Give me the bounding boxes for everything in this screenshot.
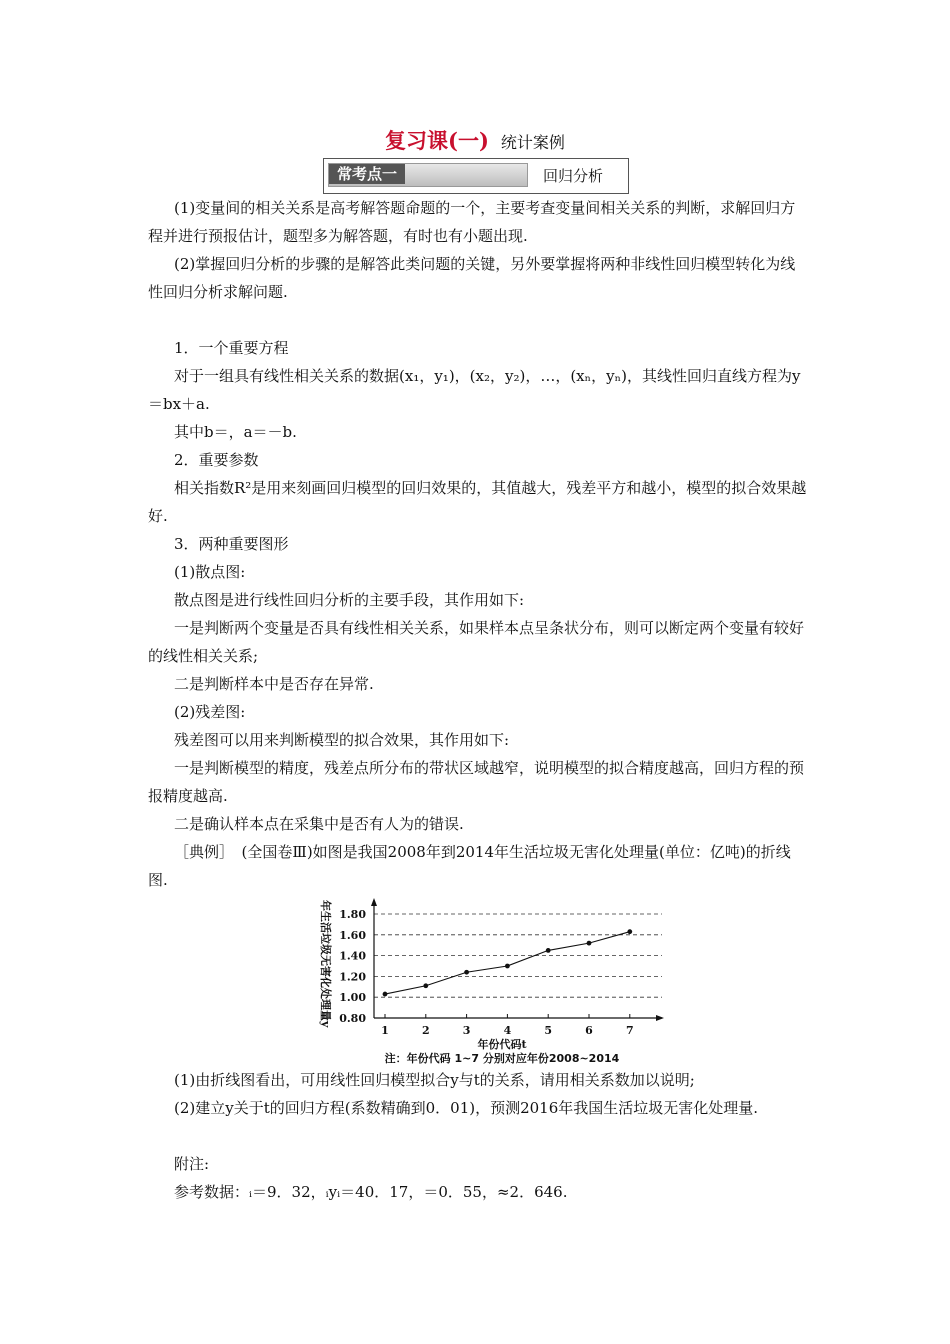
data-point <box>464 970 469 975</box>
y-tick-label: 1.40 <box>339 949 366 963</box>
x-tick-label: 5 <box>544 1024 553 1037</box>
question-2: (2)建立y关于t的回归方程(系数精确到0．01)，预测2016年我国生活垃圾无害化处理量. <box>174 1099 759 1117</box>
chart-note: 注：年份代码 1~7 分别对应年份2008~2014 <box>384 1052 620 1064</box>
section-2-title: 2．重要参数 <box>174 451 259 469</box>
data-point <box>383 992 388 997</box>
data-point <box>546 948 551 953</box>
section-3-title: 3．两种重要图形 <box>174 535 289 553</box>
x-tick-label: 2 <box>421 1024 430 1037</box>
topic-banner <box>323 158 629 194</box>
section-2-body: 相关指数R²是用来刻画回归模型的回归效果的，其值越大，残差平方和越小，模型的拟合效果越好. <box>148 479 807 525</box>
x-tick-label: 7 <box>625 1024 634 1037</box>
x-tick-label: 1 <box>381 1024 389 1037</box>
chart-x-axis-label: 年份代码t <box>477 1038 527 1051</box>
chart-y-axis-label: 年生活垃圾无害化处理量y <box>319 900 332 1028</box>
scatter-plot-use-2: 二是判断样本中是否存在异常. <box>174 675 374 693</box>
data-point <box>423 983 428 988</box>
y-axis-arrow <box>371 898 377 906</box>
intro-paragraph-1: (1)变量间的相关关系是高考解答题命题的一个，主要考查变量间相关关系的判断，求解回归方程并进行预报估计，题型多为解答题，有时也有小题出现. <box>148 199 796 245</box>
chart-axes <box>371 898 664 1021</box>
topic-tag-bar <box>328 163 528 187</box>
scatter-plot-heading: (1)散点图: <box>174 563 246 581</box>
y-tick-label: 1.80 <box>339 908 366 921</box>
chart-y-ticks <box>339 908 366 1025</box>
topic-tag-label: 常考点一 <box>329 164 405 184</box>
residual-plot-use-1: 一是判断模型的精度，残差点所分布的带状区域越窄，说明模型的拟合精度越高，回归方程的预报精度越高. <box>148 759 805 805</box>
section-1-body: 对于一组具有线性相关关系的数据(x₁，y₁)，(x₂，y₂)，…，(xₙ，yₙ)，其线性回归直线方程为y＝bx＋a. <box>148 367 801 413</box>
scatter-plot-use-1: 一是判断两个变量是否具有线性相关关系，如果样本点呈条状分布，则可以断定两个变量有较好的线性相关关系; <box>148 619 805 665</box>
reference-data: 参考数据：ᵢ＝9．32，ᵢyᵢ＝40．17，＝0．55，≈2．646. <box>174 1183 568 1201</box>
scatter-plot-intro: 散点图是进行线性回归分析的主要手段，其作用如下: <box>174 591 525 609</box>
question-1: (1)由折线图看出，可用线性回归模型拟合y与t的关系，请用相关系数加以说明; <box>174 1071 695 1089</box>
y-tick-label: 1.60 <box>339 928 366 942</box>
line-chart <box>312 892 672 1064</box>
series-line <box>385 932 630 994</box>
x-tick-label: 4 <box>503 1024 512 1037</box>
section-1-formula: 其中b＝，a＝－b. <box>174 423 297 441</box>
topic-name: 回归分析 <box>543 167 604 185</box>
y-tick-label: 1.00 <box>339 991 366 1005</box>
data-point <box>505 964 510 969</box>
x-tick-label: 3 <box>462 1024 471 1037</box>
y-tick-label: 1.20 <box>339 970 366 984</box>
page-title <box>0 125 950 155</box>
title-main: 复习课(一) <box>385 128 489 153</box>
residual-plot-intro: 残差图可以用来判断模型的拟合效果，其作用如下: <box>174 731 510 749</box>
appendix-label: 附注: <box>174 1155 210 1173</box>
example-statement: ［典例］ (全国卷Ⅲ)如图是我国2008年到2014年生活垃圾无害化处理量(单位：亿吨)的折线图. <box>148 843 791 889</box>
data-point <box>587 941 592 946</box>
y-tick-label: 0.80 <box>339 1012 366 1025</box>
residual-plot-use-2: 二是确认样本点在采集中是否有人为的错误. <box>174 815 464 833</box>
residual-plot-heading: (2)残差图: <box>174 703 246 721</box>
chart-grid <box>374 914 662 997</box>
x-axis-arrow <box>656 1015 664 1021</box>
intro-paragraph-2: (2)掌握回归分析的步骤的是解答此类问题的关键，另外要掌握将两种非线性回归模型转化为线性回归分析求解问题. <box>148 255 796 301</box>
title-subtitle: 统计案例 <box>500 133 565 152</box>
data-point <box>627 929 632 934</box>
chart-series <box>383 929 633 996</box>
x-tick-label: 6 <box>585 1024 593 1037</box>
section-1-title: 1．一个重要方程 <box>174 339 289 357</box>
